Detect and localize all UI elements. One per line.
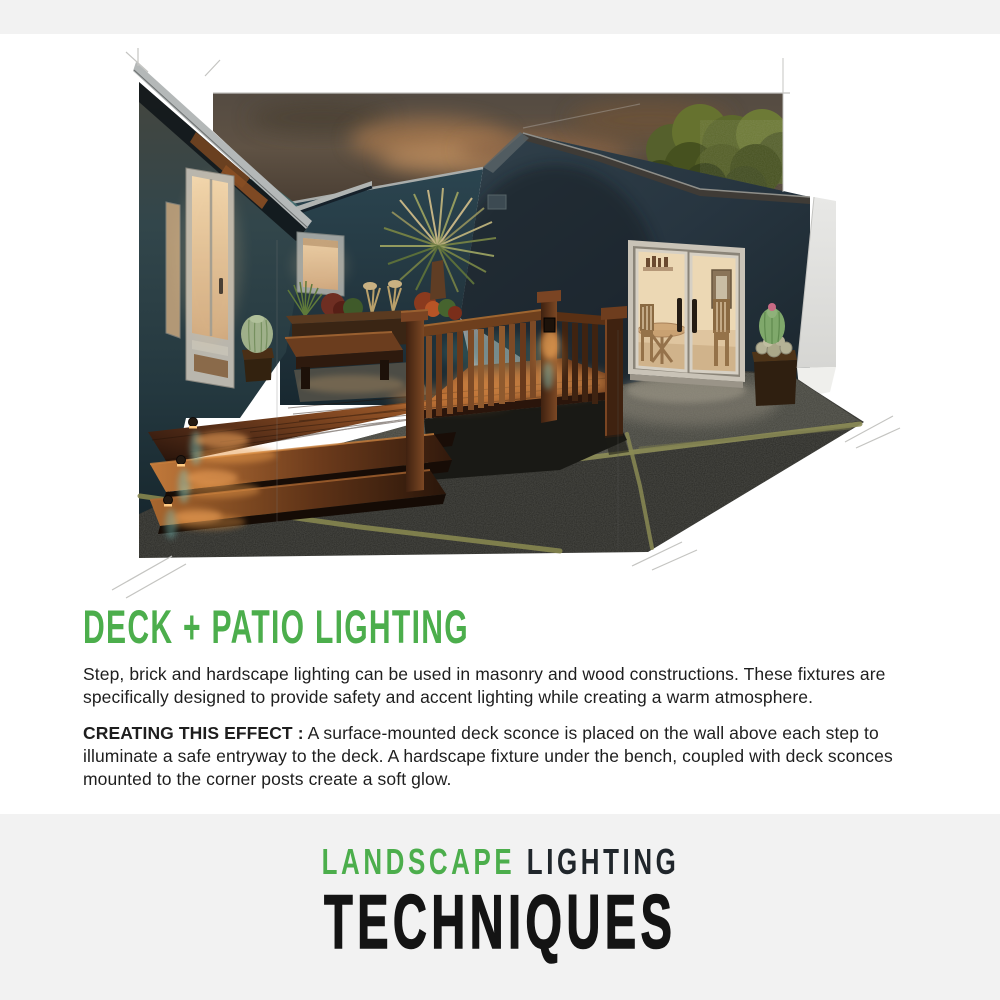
- footer-band: [0, 814, 1000, 1000]
- section-paragraph-2: [83, 722, 939, 791]
- effect-label: CREATING THIS EFFECT :: [83, 723, 304, 743]
- wall-vent: [488, 195, 506, 209]
- section-heading-text: DECK + PATIO LIGHTING: [83, 600, 469, 653]
- footer-brand-green: LANDSCAPE: [321, 841, 515, 882]
- footer-brand-line: [0, 814, 1000, 880]
- footer-title: [0, 880, 1000, 965]
- text-section: [83, 600, 939, 804]
- cactus-flower: [768, 303, 776, 311]
- footer-title-text: TECHNIQUES: [323, 880, 677, 965]
- door-handle-left: [677, 298, 682, 332]
- door-handle-right: [692, 299, 697, 333]
- effect-text: A surface-mounted deck sconce is placed on the wall above each step to illuminate a safe entryway to the deck. A hardscape fixture under the bench, coupled with deck sconces mounted to the corner posts create a soft glow.: [83, 723, 893, 789]
- footer-brand-dark: LIGHTING: [526, 841, 679, 882]
- section-paragraph-1: Step, brick and hardscape lighting can be used in masonry and wood constructions. These fixtures are specifically designed to provide safety and accent lighting while creating a warm atmosphere.: [83, 664, 886, 707]
- section-heading: [83, 600, 939, 653]
- french-doors: [628, 240, 745, 388]
